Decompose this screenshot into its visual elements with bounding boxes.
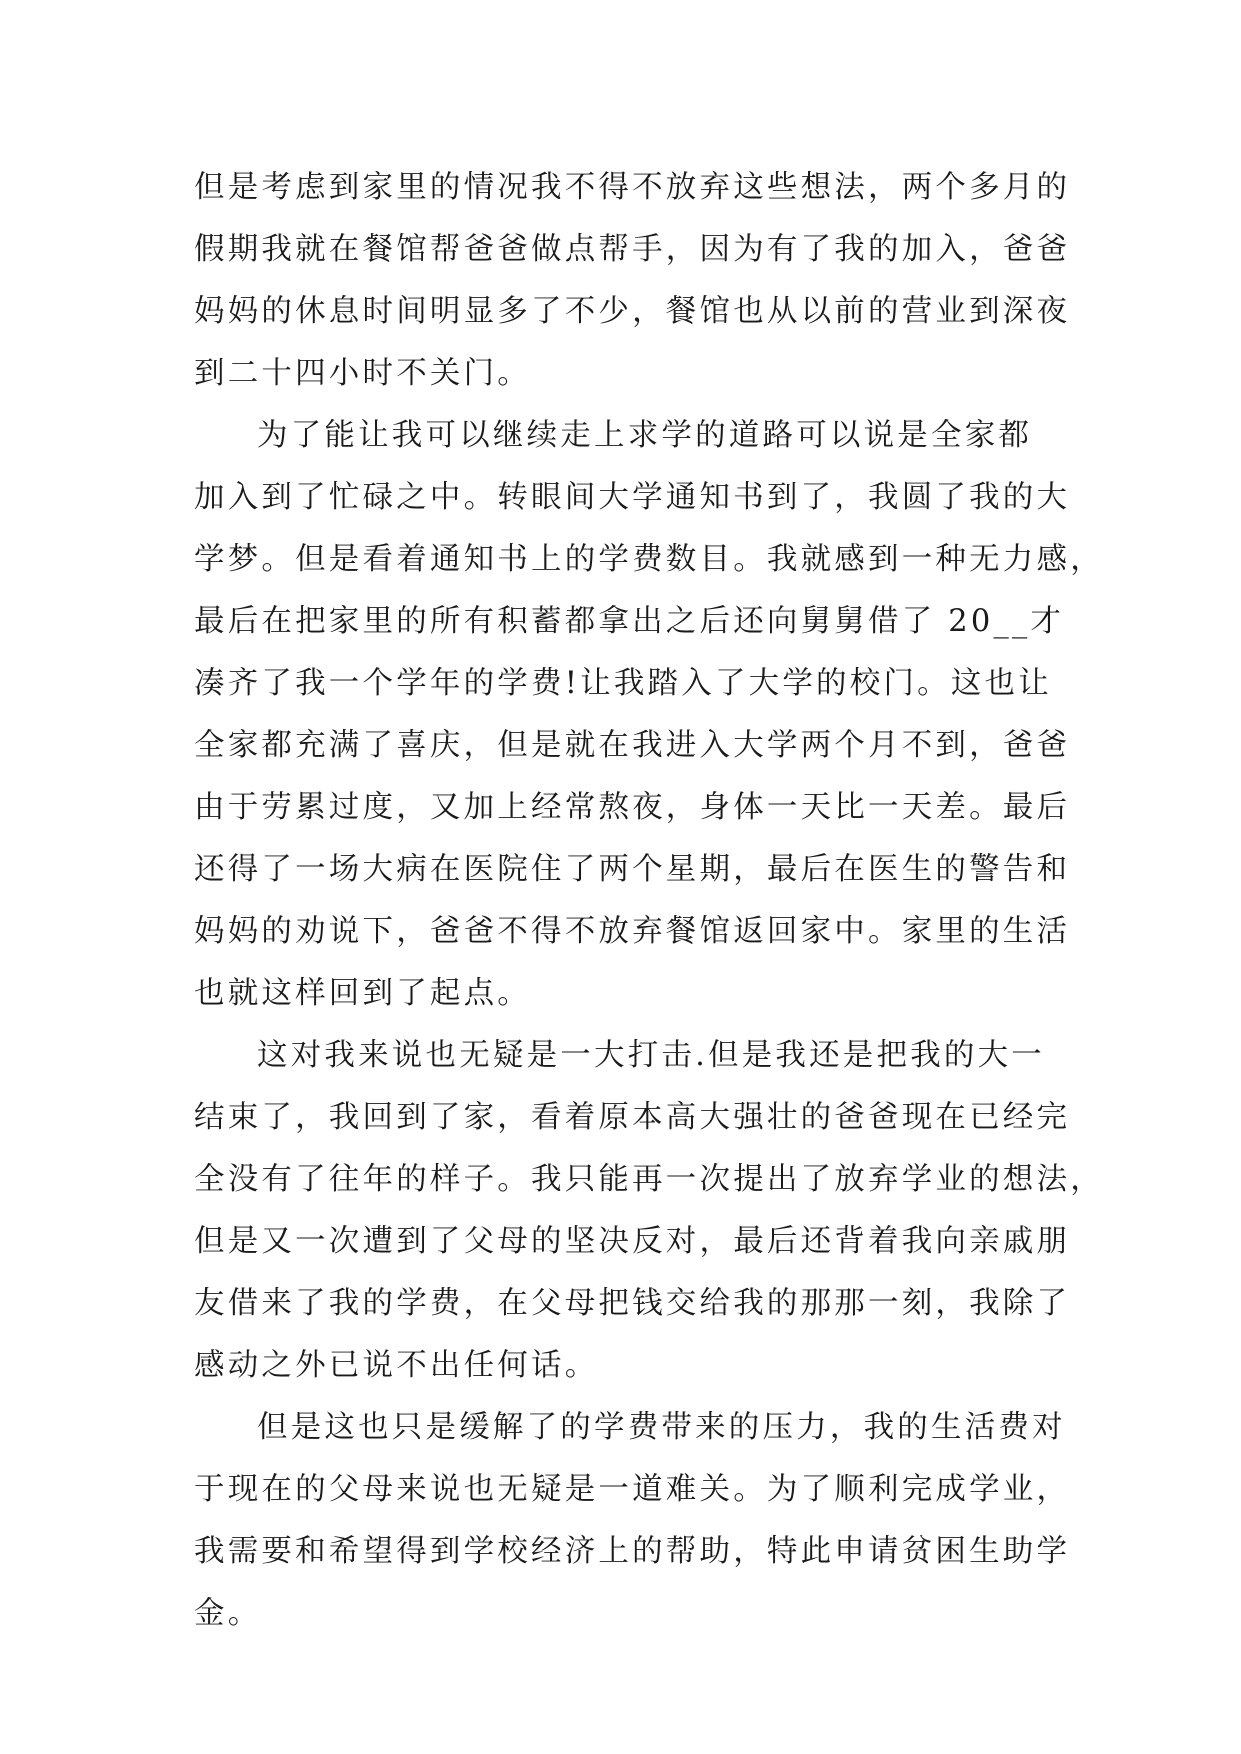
text-line: 妈妈的休息时间明显多了不少，餐馆也从以前的营业到深夜	[194, 294, 1071, 329]
text-line: 我需要和希望得到学校经济上的帮助，特此申请贫困生助学	[194, 1534, 1071, 1569]
text-line: 也就这样回到了起点。	[194, 976, 531, 1011]
text-line: 金。	[194, 1596, 262, 1631]
text-line: 但是考虑到家里的情况我不得不放弃这些想法，两个多月的	[194, 170, 1071, 205]
body-text	[194, 157, 1104, 1645]
text-line: 全没有了往年的样子。我只能再一次提出了放弃学业的想法，	[194, 1162, 1104, 1197]
text-line: 于现在的父母来说也无疑是一道难关。为了顺利完成学业，	[194, 1472, 1071, 1507]
text-line: 妈妈的劝说下，爸爸不得不放弃餐馆返回家中。家里的生活	[194, 914, 1071, 949]
text-line: 结束了，我回到了家，看着原本高大强壮的爸爸现在已经完	[194, 1100, 1071, 1135]
text-line: 假期我就在餐馆帮爸爸做点帮手，因为有了我的加入，爸爸	[194, 232, 1071, 267]
text-line: 学梦。但是看着通知书上的学费数目。我就感到一种无力感，	[194, 542, 1104, 577]
text-line: 感动之外已说不出任何话。	[194, 1348, 599, 1383]
text-line: 到二十四小时不关门。	[194, 356, 531, 391]
text-line: 由于劳累过度，又加上经常熬夜，身体一天比一天差。最后	[194, 790, 1071, 825]
text-line: 全家都充满了喜庆，但是就在我进入大学两个月不到，爸爸	[194, 728, 1071, 763]
paragraph-start-line: 但是这也只是缓解了的学费带来的压力，我的生活费对	[257, 1410, 1066, 1445]
text-line: 加入到了忙碌之中。转眼间大学通知书到了，我圆了我的大	[194, 480, 1071, 515]
paragraph-start-line: 为了能让我可以继续走上求学的道路可以说是全家都	[257, 418, 1033, 453]
text-line: 友借来了我的学费，在父母把钱交给我的那那一刻，我除了	[194, 1286, 1071, 1321]
text-line: 最后在把家里的所有积蓄都拿出之后还向舅舅借了 20__才	[194, 604, 1065, 639]
text-line: 凑齐了我一个学年的学费!让我踏入了大学的校门。这也让	[194, 666, 1052, 701]
text-line: 还得了一场大病在医院住了两个星期，最后在医生的警告和	[194, 852, 1071, 887]
paragraph-start-line: 这对我来说也无疑是一大打击.但是我还是把我的大一	[257, 1038, 1045, 1073]
text-line: 但是又一次遭到了父母的坚决反对，最后还背着我向亲戚朋	[194, 1224, 1071, 1259]
